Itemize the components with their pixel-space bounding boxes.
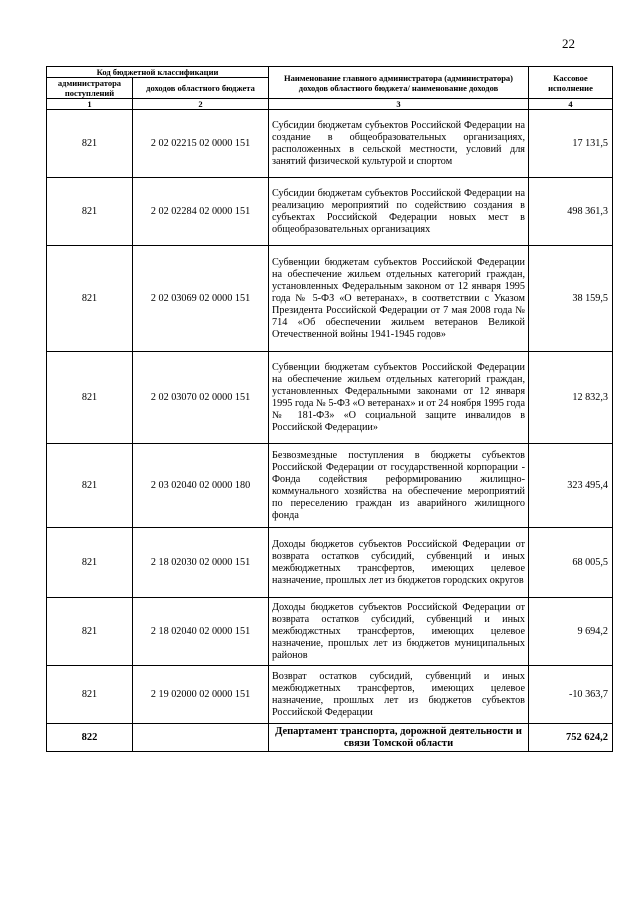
revenue-code-cell: 2 18 02030 02 0000 151 bbox=[133, 528, 269, 598]
revenue-code-cell bbox=[133, 724, 269, 752]
cash-execution-cell: 38 159,5 bbox=[529, 246, 613, 352]
revenue-name-cell: Возврат остатков субсидий, субвенций и иных межбюджетных трансфертов, имеющих целевое назначение, прошлых лет из бюджетов субъектов Российской Федерации bbox=[269, 666, 529, 724]
header-budget-classification: Код бюджетной классификации bbox=[47, 67, 269, 78]
table-row bbox=[47, 352, 613, 444]
table-row bbox=[47, 178, 613, 246]
col-number-4: 4 bbox=[529, 99, 613, 110]
col-number-3: 3 bbox=[269, 99, 529, 110]
header-code: доходов областного бюджета bbox=[133, 78, 269, 99]
admin-code-cell: 821 bbox=[47, 178, 133, 246]
cash-execution-cell: 498 361,3 bbox=[529, 178, 613, 246]
revenue-code-cell: 2 03 02040 02 0000 180 bbox=[133, 444, 269, 528]
table-row bbox=[47, 444, 613, 528]
cash-execution-cell: 323 495,4 bbox=[529, 444, 613, 528]
admin-code-cell: 821 bbox=[47, 110, 133, 178]
budget-table bbox=[46, 66, 613, 752]
admin-code-cell: 821 bbox=[47, 444, 133, 528]
revenue-code-cell: 2 02 03069 02 0000 151 bbox=[133, 246, 269, 352]
page-number: 22 bbox=[562, 36, 575, 51]
cash-execution-cell: -10 363,7 bbox=[529, 666, 613, 724]
cash-execution-cell: 17 131,5 bbox=[529, 110, 613, 178]
table-row bbox=[47, 246, 613, 352]
admin-code-cell: 822 bbox=[47, 724, 133, 752]
admin-code-cell: 821 bbox=[47, 352, 133, 444]
revenue-code-cell: 2 02 02215 02 0000 151 bbox=[133, 110, 269, 178]
revenue-name-cell: Субсидии бюджетам субъектов Российской Федерации на реализацию мероприятий по содействию создания в субъектах Российской Федерации новых мест в общеобразовательных организациях bbox=[269, 178, 529, 246]
revenue-code-cell: 2 19 02000 02 0000 151 bbox=[133, 666, 269, 724]
revenue-name-cell: Доходы бюджетов субъектов Российской Федерации от возврата остатков субсидий, субвенций и иных межбюджетных трансфертов, имеющих целевое назначение, прошлых лет из бюджетов городских округов bbox=[269, 528, 529, 598]
revenue-name-cell: Субсидии бюджетам субъектов Российской Федерации на создание в общеобразовательных организациях, расположенных в сельской местности, условий для занятий физической культурой и спортом bbox=[269, 110, 529, 178]
revenue-code-cell: 2 02 02284 02 0000 151 bbox=[133, 178, 269, 246]
admin-code-cell: 821 bbox=[47, 246, 133, 352]
col-number-1: 1 bbox=[47, 99, 133, 110]
admin-code-cell: 821 bbox=[47, 666, 133, 724]
admin-code-cell: 821 bbox=[47, 528, 133, 598]
table-row bbox=[47, 110, 613, 178]
table-row bbox=[47, 528, 613, 598]
admin-code-cell: 821 bbox=[47, 598, 133, 666]
total-row bbox=[47, 724, 613, 752]
revenue-name-cell: Субвенции бюджетам субъектов Российской Федерации на обеспечение жильем отдельных категорий граждан, установленных Федеральным законом от 12 января 1995 года № 5-ФЗ «О ветеранах», в соответствии с Указом Президента Российской Федерации от 7 мая 2008 года № 714 «Об обеспечении жильем ветеранов Великой Отечественной войны 1941-1945 годов» bbox=[269, 246, 529, 352]
col-number-2: 2 bbox=[133, 99, 269, 110]
revenue-name-cell: Доходы бюджетов субъектов Российской Федерации от возврата остатков субсидий, субвенций и иных межбюджстных трансфертов, имеющих целевое назначение, прошлых лет из бюджетов муниципальных районов bbox=[269, 598, 529, 666]
revenue-code-cell: 2 18 02040 02 0000 151 bbox=[133, 598, 269, 666]
header-sum: Кассовое исполнение bbox=[529, 67, 613, 99]
cash-execution-cell: 752 624,2 bbox=[529, 724, 613, 752]
table-row bbox=[47, 666, 613, 724]
cash-execution-cell: 9 694,2 bbox=[529, 598, 613, 666]
table-row bbox=[47, 598, 613, 666]
header-admin: администратора поступлений bbox=[47, 78, 133, 99]
revenue-name-cell: Безвозмездные поступления в бюджеты субъектов Российской Федерации от государственной корпорации - Фонда содействия реформированию жилищно-коммунального хозяйства на обеспечение мероприятий по переселению граждан из аварийного жилищного фонда bbox=[269, 444, 529, 528]
cash-execution-cell: 12 832,3 bbox=[529, 352, 613, 444]
cash-execution-cell: 68 005,5 bbox=[529, 528, 613, 598]
revenue-name-cell: Субвенции бюджетам субъектов Российской Федерации на обеспечение жильем отдельных категорий граждан, установленных Федеральными законами от 12 января 1995 года № 5-ФЗ «О ветеранах» и от 24 ноября 1995 года № 181-ФЗ» «О социальной защите инвалидов в Российской Федерации» bbox=[269, 352, 529, 444]
revenue-code-cell: 2 02 03070 02 0000 151 bbox=[133, 352, 269, 444]
department-name-cell: Департамент транспорта, дорожной деятельности и связи Томской области bbox=[269, 724, 529, 752]
header-name: Наименование главного администратора (администратора) доходов областного бюджета/ наименование доходов bbox=[269, 67, 529, 99]
